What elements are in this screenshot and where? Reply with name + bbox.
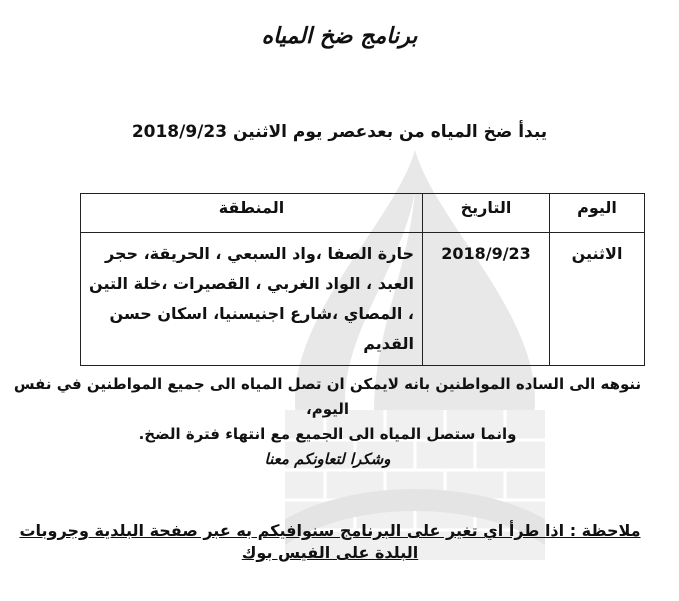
thanks-line: وشكرا لتعاونكم معنا	[264, 450, 391, 468]
notice-block	[0, 372, 655, 472]
notice-line-2: وانما ستصل المياه الى الجميع مع انتهاء فترة الضخ.	[138, 425, 517, 443]
row-area: حارة الصفا ،واد السبعي ، الحريقة، حجر العبد ، الواد الغربي ، القصيرات ،خلة التين ، المصاي ،شارع اجنيسنيا، اسكان حسن القديم	[81, 233, 423, 366]
pumping-schedule-table	[80, 193, 645, 366]
note-line-1: ملاحظة : اذا طرأ اي تغير على البرنامج سنوافيكم به عبر صفحة البلدية وجروبات	[19, 521, 641, 540]
row-date: 2018/9/23	[423, 233, 550, 366]
note-block	[0, 520, 660, 564]
table-row	[81, 233, 645, 366]
header-area: المنطقة	[81, 194, 423, 233]
note-line-2: البلدة على الفيس بوك	[241, 543, 419, 562]
row-day: الاثنين	[550, 233, 645, 366]
table-header-row	[81, 194, 645, 233]
header-day: اليوم	[550, 194, 645, 233]
page-title: برنامج ضخ المياه	[261, 24, 418, 49]
pumping-start-line: يبدأ ضخ المياه من بعدعصر يوم الاثنين 2018/9/23	[131, 122, 548, 142]
notice-line-1: ننوهه الى الساده المواطنين بانه لايمكن ان تصل المياه الى جميع المواطنين في نفس اليوم،	[13, 375, 642, 418]
header-date: التاريخ	[423, 194, 550, 233]
